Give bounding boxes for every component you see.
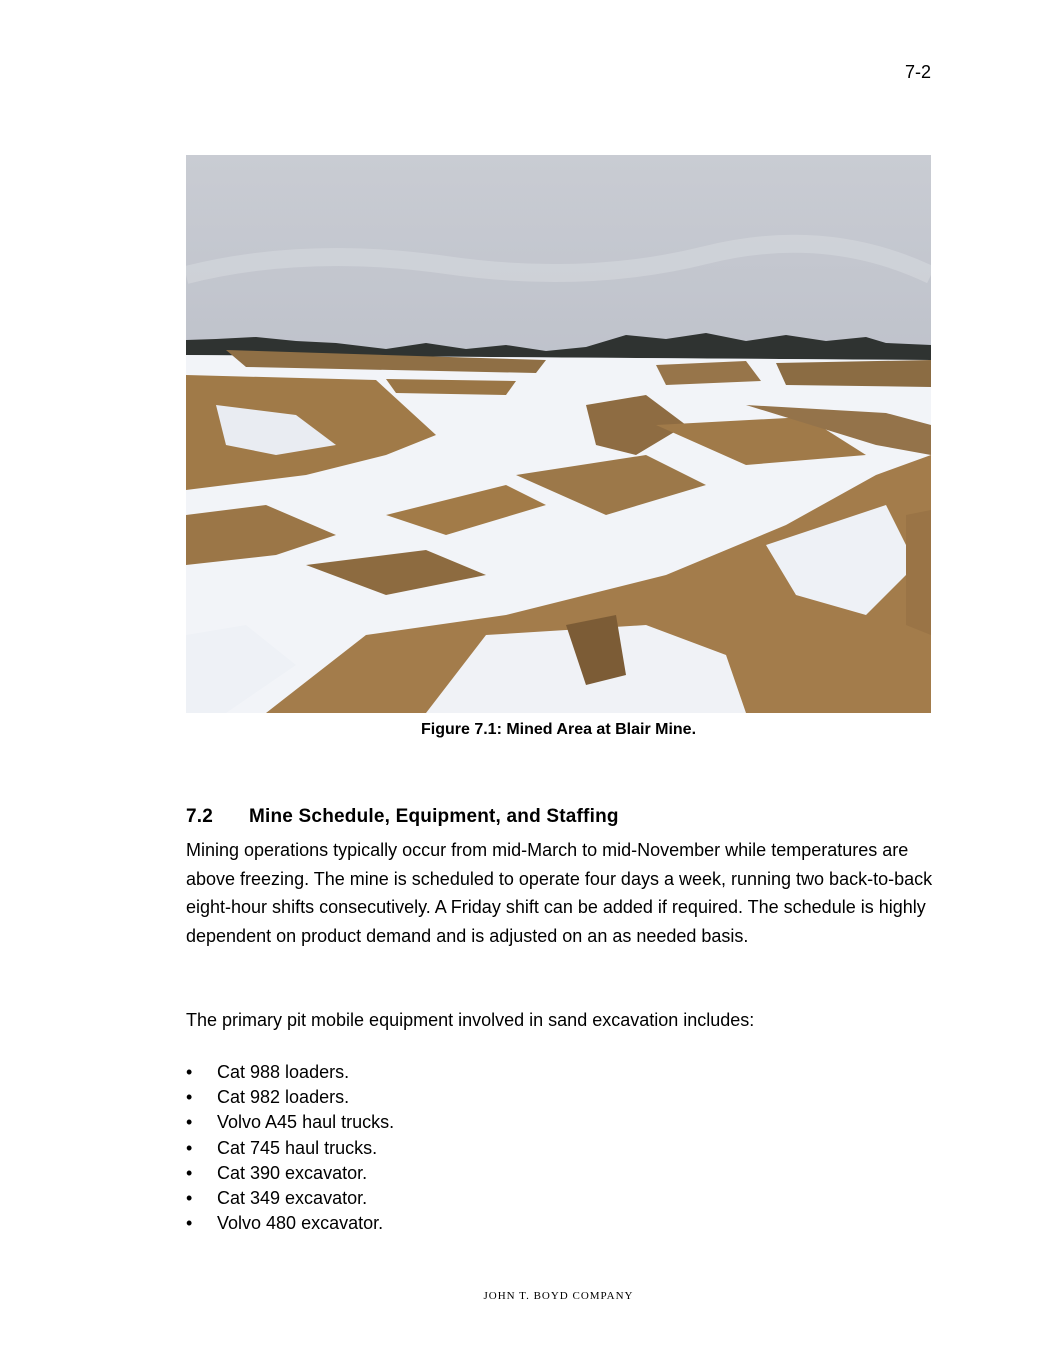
list-item: • Cat 390 excavator. xyxy=(186,1161,394,1186)
bullet-icon: • xyxy=(186,1062,193,1082)
equipment-intro: The primary pit mobile equipment involved in sand excavation includes: xyxy=(186,1010,755,1030)
bullet-icon: • xyxy=(186,1162,193,1183)
list-item: • Cat 745 haul trucks. xyxy=(186,1136,394,1161)
page-number: 7-2 xyxy=(904,62,931,82)
figure-caption: Figure 7.1: Mined Area at Blair Mine. xyxy=(420,721,697,738)
section-number: 7.2 xyxy=(186,806,214,827)
equipment-list xyxy=(186,1060,394,1236)
footer-company: JOHN T. BOYD COMPANY xyxy=(483,1290,634,1302)
section-heading xyxy=(186,806,619,828)
list-item: • Volvo A45 haul trucks. xyxy=(186,1110,394,1135)
section-title: Mine Schedule, Equipment, and Staffing xyxy=(249,806,619,827)
bullet-icon: • xyxy=(186,1213,193,1234)
bullet-icon: • xyxy=(186,1188,193,1209)
list-item: • Cat 988 loaders. xyxy=(186,1060,394,1085)
bullet-icon: • xyxy=(186,1087,193,1108)
mine-photo xyxy=(186,155,931,713)
list-item: • Cat 982 loaders. xyxy=(186,1085,394,1110)
list-item: • Volvo 480 excavator. xyxy=(186,1211,394,1236)
schedule-paragraph: Mining operations typically occur from mid-March to mid-November while temperatures are above freezing. The mine is scheduled to operate four days a week, running two back-to-back eight-hour shifts consecutively. A Friday shift can be added if required. The schedule is highly dependent on product demand and is adjusted on an as needed basis. xyxy=(186,840,933,946)
bullet-icon: • xyxy=(186,1112,193,1133)
bullet-icon: • xyxy=(186,1137,193,1158)
list-item: • Cat 349 excavator. xyxy=(186,1186,394,1211)
